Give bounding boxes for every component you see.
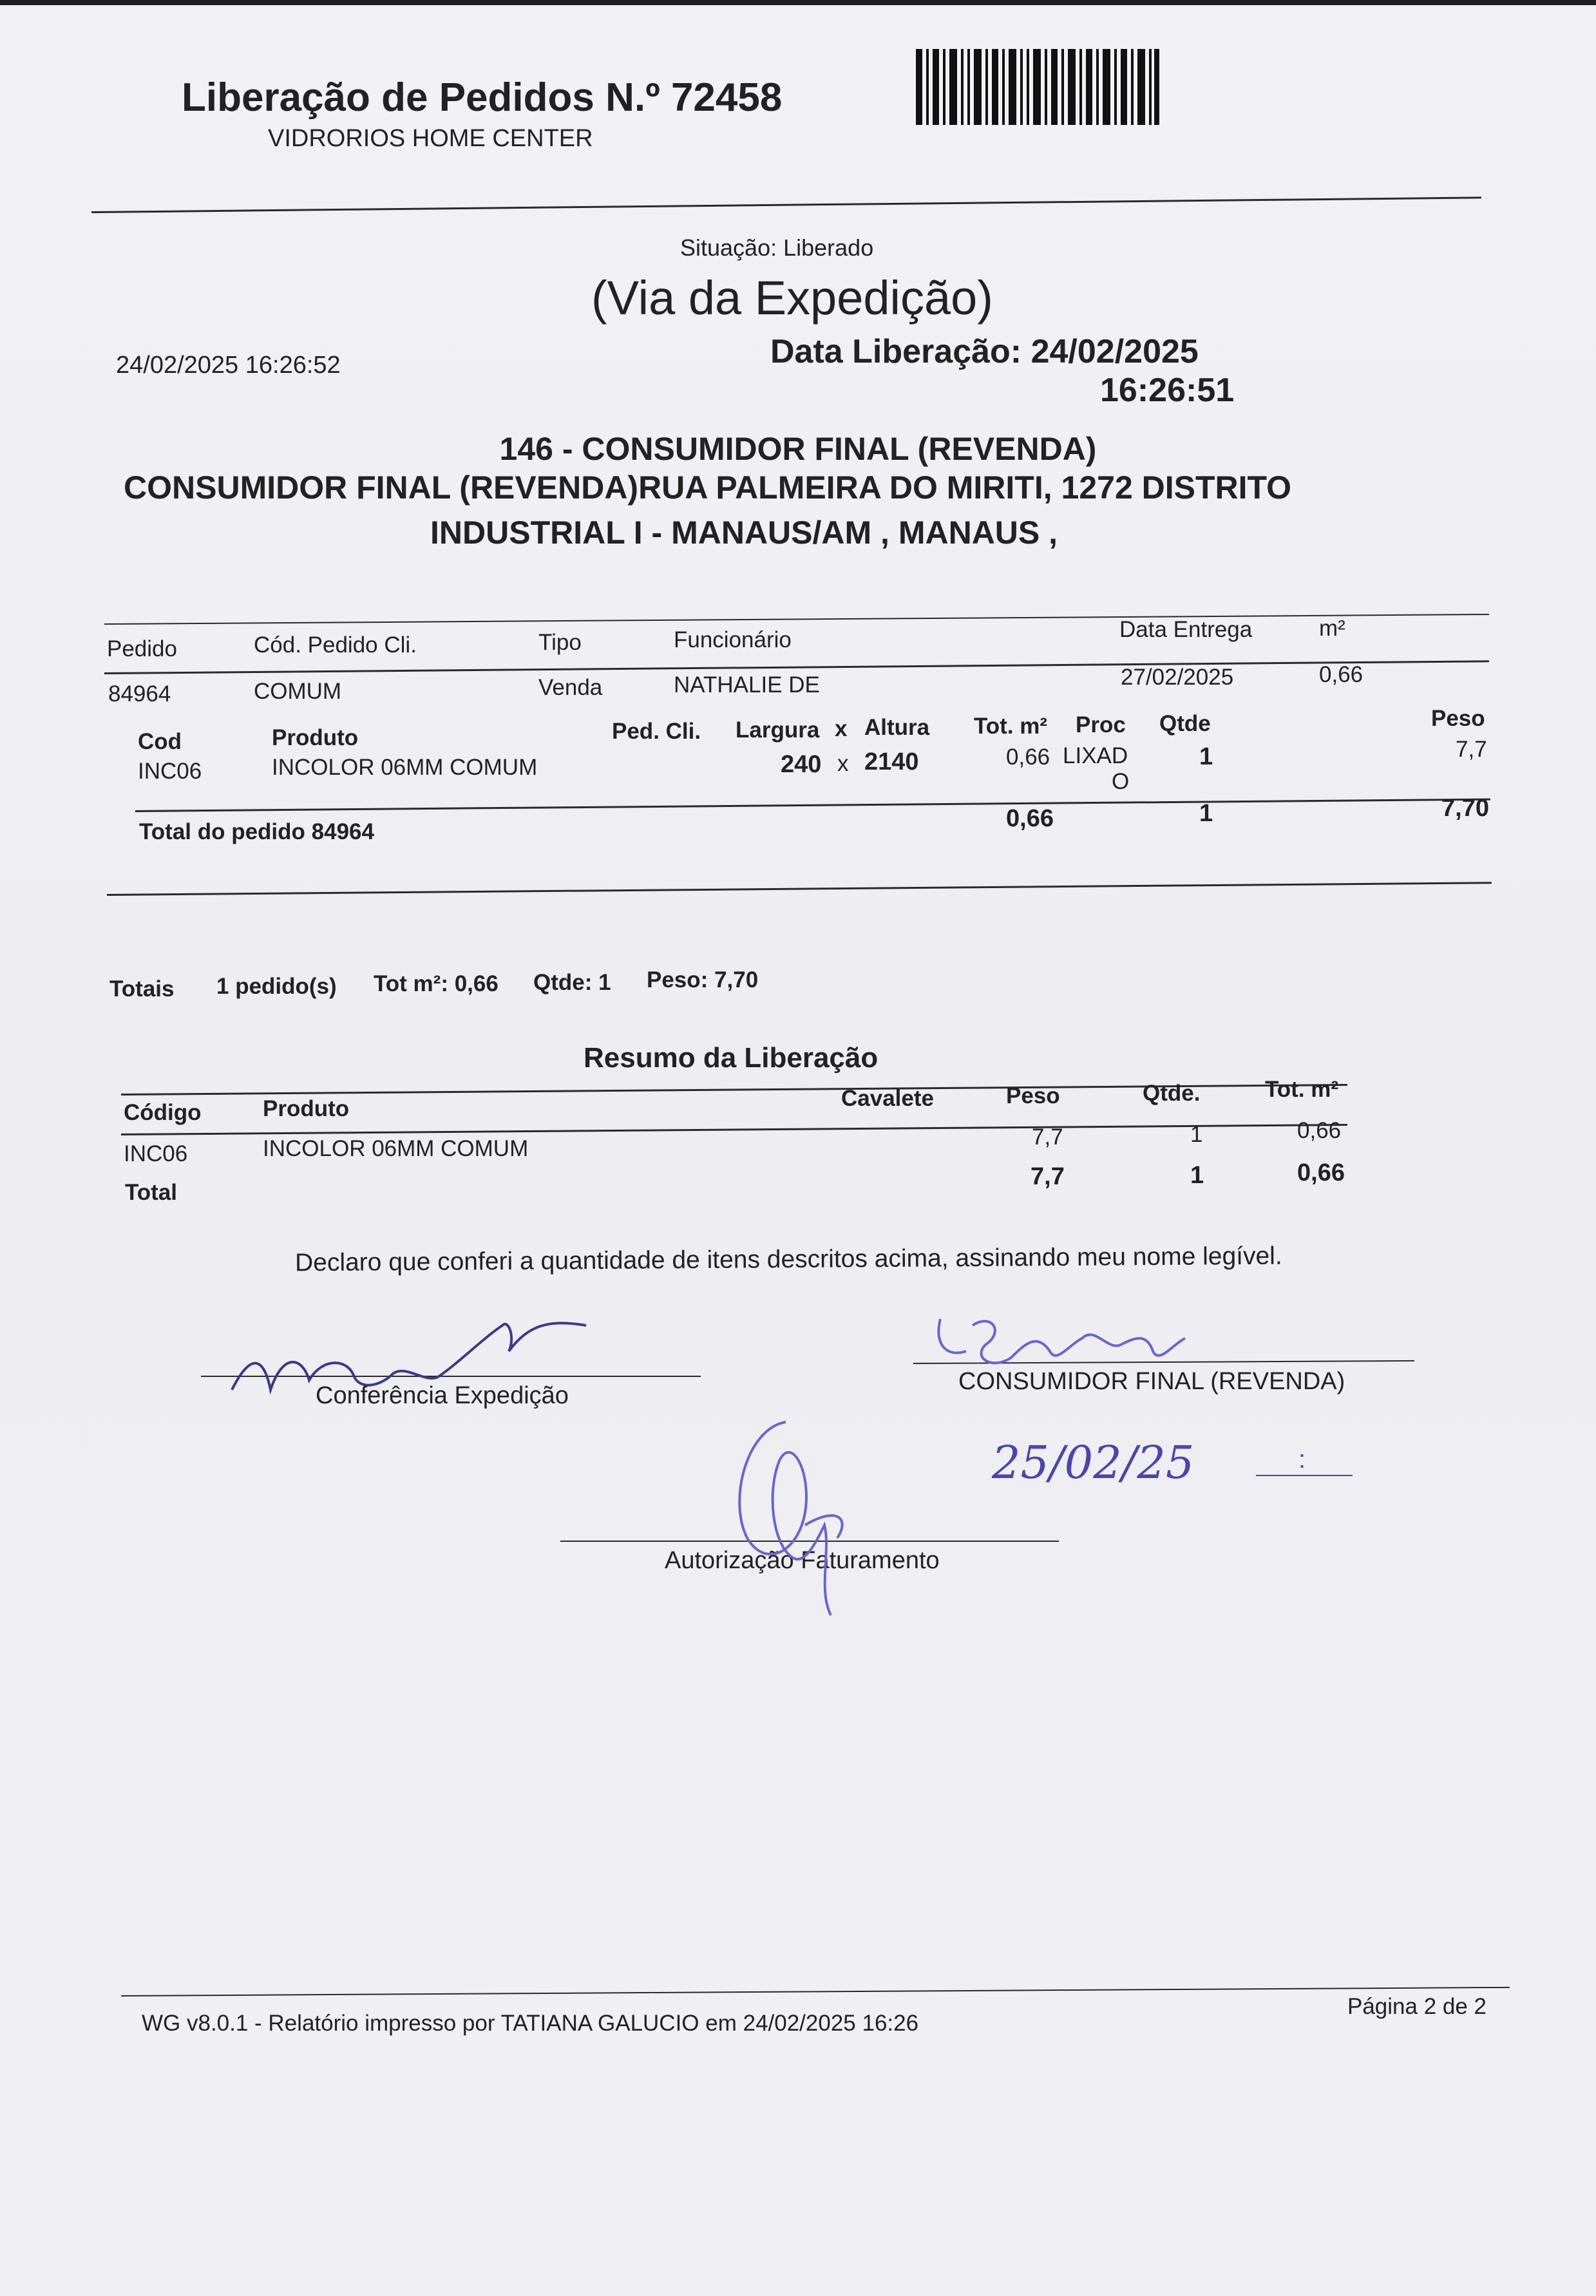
item-col-qtde: Qtde: [1159, 711, 1211, 736]
resumo-total-qtde: 1: [1190, 1162, 1204, 1189]
row-pedido: 84964: [108, 681, 171, 707]
order-table-top-rule: [104, 614, 1489, 625]
totals-tot-m2: Tot m²: 0,66: [374, 971, 499, 996]
item-col-cod: Cod: [138, 729, 182, 754]
footer-printed-by: WG v8.0.1 - Relatório impresso por TATIANA GALUCIO em 24/02/2025 16:26: [142, 2011, 919, 2036]
row-cod-pedido-cli: COMUM: [254, 679, 342, 704]
data-liberacao: Data Liberação: 24/02/2025: [770, 333, 1199, 370]
conferencia-label: Conferência Expedição: [316, 1382, 569, 1409]
resumo-col-peso: Peso: [1006, 1083, 1060, 1108]
client-address-line1: CONSUMIDOR FINAL (REVENDA)RUA PALMEIRA DO MIRITI, 1272 DISTRITO: [124, 470, 1292, 506]
resumo-col-qtde: Qtde.: [1143, 1081, 1201, 1106]
item-total-rule: [135, 799, 1490, 812]
consumidor-label: CONSUMIDOR FINAL (REVENDA): [958, 1368, 1345, 1395]
document-page: [0, 5, 1596, 2296]
declaration-text: Declaro que conferi a quantidade de itens descritos acima, assinando meu nome legível.: [294, 1242, 1282, 1277]
time-blank: :: [1298, 1445, 1306, 1474]
totals-qtde: Qtde: 1: [533, 970, 611, 995]
row-data-entrega: 27/02/2025: [1121, 665, 1234, 690]
item-proc-line2: O: [1112, 769, 1130, 794]
printed-timestamp: 24/02/2025 16:26:52: [116, 352, 341, 379]
conferencia-signature: [225, 1313, 599, 1406]
total-pedido-qtde: 1: [1199, 800, 1213, 827]
item-col-proc: Proc: [1076, 712, 1126, 737]
resumo-header-rule: [121, 1124, 1347, 1135]
resumo-row-peso: 7,7: [1032, 1124, 1063, 1150]
item-cod: INC06: [138, 759, 202, 784]
col-cod-pedido-cli: Cód. Pedido Cli.: [254, 632, 417, 658]
resumo-row-tot-m2: 0,66: [1297, 1118, 1342, 1143]
header-divider: [91, 196, 1481, 213]
consumidor-signature: [927, 1306, 1211, 1387]
total-pedido-label: Total do pedido 84964: [139, 819, 374, 844]
row-tipo: Venda: [538, 675, 603, 700]
col-data-entrega: Data Entrega: [1119, 617, 1253, 642]
footer-rule: [121, 1987, 1510, 1997]
resumo-col-tot-m2: Tot. m²: [1265, 1077, 1339, 1102]
client-address-line2: INDUSTRIAL I - MANAUS/AM , MANAUS ,: [430, 515, 1058, 551]
autorizacao-signature: [708, 1409, 863, 1625]
col-tipo: Tipo: [538, 630, 582, 655]
footer-page-number: Página 2 de 2: [1347, 1994, 1487, 2019]
item-tot-m2: 0,66: [1006, 745, 1050, 770]
item-qtde: 1: [1199, 743, 1213, 770]
document-title: Liberação de Pedidos N.º 72458: [182, 75, 783, 120]
resumo-total-label: Total: [125, 1180, 178, 1205]
client-code: 146 - CONSUMIDOR FINAL (REVENDA): [499, 431, 1097, 467]
time-blank-line: [1256, 1475, 1353, 1476]
total-pedido-peso: 7,70: [1441, 795, 1489, 822]
total-pedido-m2: 0,66: [1006, 805, 1054, 832]
item-col-ped-cli: Ped. Cli.: [612, 719, 701, 744]
item-col-produto: Produto: [272, 725, 359, 750]
item-col-altura: Altura: [864, 715, 930, 740]
item-col-peso: Peso: [1431, 706, 1485, 731]
col-pedido: Pedido: [107, 636, 177, 661]
order-table-bottom-rule: [107, 882, 1492, 896]
resumo-row-produto: INCOLOR 06MM COMUM: [263, 1136, 529, 1161]
totals-pedidos: 1 pedido(s): [216, 974, 337, 999]
item-largura: 240: [781, 751, 822, 778]
row-m2: 0,66: [1319, 662, 1363, 687]
item-col-largura: Largura: [736, 717, 820, 743]
resumo-title: Resumo da Liberação: [584, 1042, 879, 1074]
item-produto: INCOLOR 06MM COMUM: [272, 755, 538, 780]
resumo-total-peso: 7,7: [1031, 1163, 1065, 1190]
resumo-col-cavalete: Cavalete: [841, 1086, 934, 1111]
barcode: [916, 49, 1159, 125]
barcode-graphic: [916, 49, 1159, 125]
item-peso: 7,7: [1456, 737, 1487, 762]
totals-peso: Peso: 7,70: [647, 967, 759, 992]
resumo-col-codigo: Código: [124, 1100, 202, 1125]
col-funcionario: Funcionário: [674, 627, 792, 652]
handwritten-date: 25/02/25: [992, 1436, 1195, 1489]
item-altura: 2140: [864, 748, 919, 775]
row-funcionario: NATHALIE DE: [674, 672, 820, 697]
item-x: x: [837, 751, 849, 776]
resumo-row-qtde: 1: [1190, 1122, 1203, 1147]
autorizacao-label: Autorização Faturamento: [665, 1547, 940, 1574]
via-title: (Via da Expedição): [591, 271, 993, 325]
data-liberacao-time: 16:26:51: [1100, 372, 1235, 409]
item-col-x: x: [835, 716, 848, 741]
item-proc-line1: LIXAD: [1063, 743, 1128, 768]
situacao-status: Situação: Liberado: [680, 234, 874, 261]
resumo-col-produto: Produto: [263, 1096, 350, 1121]
col-m2: m²: [1319, 616, 1345, 641]
item-col-tot-m2: Tot. m²: [974, 714, 1048, 739]
totals-label: Totais: [109, 976, 175, 1001]
resumo-row-codigo: INC06: [124, 1141, 188, 1166]
company-name: VIDRORIOS HOME CENTER: [268, 125, 593, 152]
resumo-total-tot-m2: 0,66: [1297, 1159, 1345, 1186]
